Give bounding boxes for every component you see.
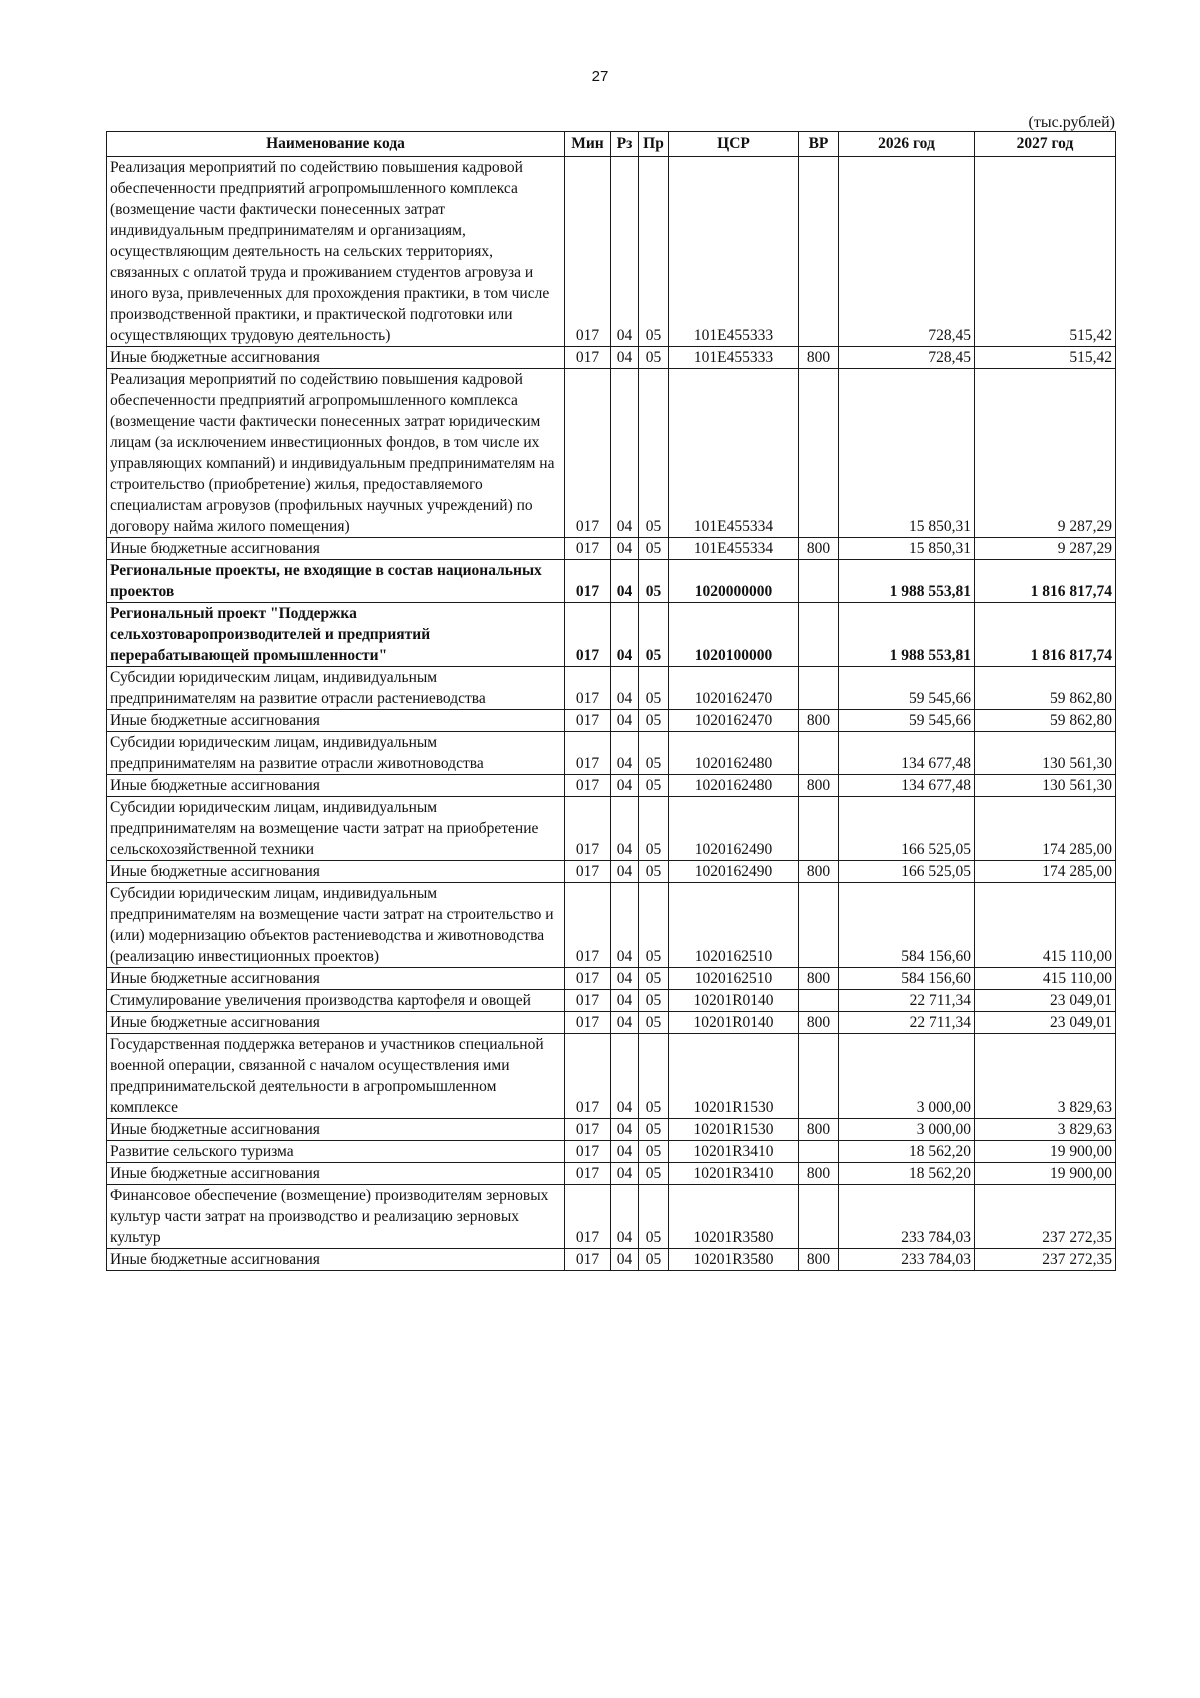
cell-2026: 728,45 [839,347,975,369]
table-row [107,1249,1116,1271]
table-row [107,157,1116,347]
cell-name: Субсидии юридическим лицам, индивидуальным предпринимателям на возмещение части затрат на строительство и (или) модернизацию объектов растениеводства и животноводства (реализацию инвестиционных проектов) [107,883,565,968]
cell-csr: 101Е455333 [669,347,799,369]
cell-2026: 584 156,60 [839,968,975,990]
table-row [107,797,1116,861]
table-row [107,1119,1116,1141]
cell-vr: 800 [799,968,839,990]
table-row [107,968,1116,990]
cell-vr: 800 [799,775,839,797]
cell-vr: 800 [799,538,839,560]
cell-name: Субсидии юридическим лицам, индивидуальным предпринимателям на возмещение части затрат на приобретение сельскохозяйственной техники [107,797,565,861]
cell-rz: 04 [611,157,639,347]
cell-min: 017 [565,538,611,560]
cell-min: 017 [565,1185,611,1249]
cell-pr: 05 [639,538,669,560]
cell-min: 017 [565,861,611,883]
table-row [107,1141,1116,1163]
table-body [107,157,1116,1271]
cell-pr: 05 [639,1249,669,1271]
cell-2026: 134 677,48 [839,732,975,775]
cell-csr: 1020000000 [669,560,799,603]
cell-csr: 1020162510 [669,968,799,990]
cell-name: Иные бюджетные ассигнования [107,968,565,990]
cell-2026: 18 562,20 [839,1141,975,1163]
cell-2026: 1 988 553,81 [839,560,975,603]
cell-2027: 515,42 [975,157,1116,347]
col-header-pr: Пр [639,132,669,157]
cell-vr: 800 [799,861,839,883]
cell-rz: 04 [611,732,639,775]
cell-name: Региональный проект "Поддержка сельхозтоваропроизводителей и предприятий перерабатывающей промышленности" [107,603,565,667]
cell-2027: 59 862,80 [975,667,1116,710]
cell-csr: 1020162470 [669,667,799,710]
cell-name: Субсидии юридическим лицам, индивидуальным предпринимателям на развитие отрасли животноводства [107,732,565,775]
cell-2026: 22 711,34 [839,1012,975,1034]
cell-2027: 3 829,63 [975,1119,1116,1141]
cell-min: 017 [565,732,611,775]
cell-name: Реализация мероприятий по содействию повышения кадровой обеспеченности предприятий агропромышленного комплекса (возмещение части фактически понесенных затрат юридическим лицам (за исключением инвестиционных фондов, в том числе их управляющих компаний) и индивидуальным предпринимателям на строительство (приобретение) жилья, предоставляемого специалистам агровузов (профильных научных учреждений) по договору найма жилого помещения) [107,369,565,538]
cell-2027: 19 900,00 [975,1141,1116,1163]
cell-name: Субсидии юридическим лицам, индивидуальным предпринимателям на развитие отрасли растениеводства [107,667,565,710]
cell-2026: 166 525,05 [839,797,975,861]
cell-rz: 04 [611,1034,639,1119]
cell-2027: 23 049,01 [975,990,1116,1012]
table-row [107,603,1116,667]
table-row [107,369,1116,538]
cell-2027: 19 900,00 [975,1163,1116,1185]
cell-pr: 05 [639,968,669,990]
cell-csr: 10201R3580 [669,1185,799,1249]
cell-min: 017 [565,883,611,968]
cell-2026: 233 784,03 [839,1249,975,1271]
table-row [107,775,1116,797]
cell-pr: 05 [639,1141,669,1163]
table-row [107,861,1116,883]
cell-pr: 05 [639,1163,669,1185]
cell-min: 017 [565,990,611,1012]
cell-rz: 04 [611,1185,639,1249]
cell-2027: 3 829,63 [975,1034,1116,1119]
cell-vr: 800 [799,1249,839,1271]
cell-2027: 9 287,29 [975,538,1116,560]
cell-vr [799,1034,839,1119]
cell-2026: 166 525,05 [839,861,975,883]
cell-csr: 1020162480 [669,775,799,797]
cell-csr: 1020162490 [669,797,799,861]
cell-pr: 05 [639,775,669,797]
table-row [107,667,1116,710]
cell-csr: 1020162470 [669,710,799,732]
cell-2026: 3 000,00 [839,1034,975,1119]
cell-rz: 04 [611,710,639,732]
cell-vr [799,667,839,710]
cell-pr: 05 [639,667,669,710]
cell-min: 017 [565,1119,611,1141]
cell-vr [799,732,839,775]
cell-csr: 10201R3410 [669,1163,799,1185]
table-row [107,1034,1116,1119]
cell-2026: 15 850,31 [839,538,975,560]
cell-name: Иные бюджетные ассигнования [107,1119,565,1141]
cell-rz: 04 [611,861,639,883]
cell-rz: 04 [611,1119,639,1141]
cell-2026: 59 545,66 [839,667,975,710]
cell-pr: 05 [639,1119,669,1141]
cell-rz: 04 [611,1249,639,1271]
cell-min: 017 [565,710,611,732]
cell-csr: 10201R3410 [669,1141,799,1163]
table-row [107,347,1116,369]
cell-2026: 584 156,60 [839,883,975,968]
cell-min: 017 [565,369,611,538]
cell-name: Иные бюджетные ассигнования [107,538,565,560]
cell-2026: 18 562,20 [839,1163,975,1185]
cell-2027: 59 862,80 [975,710,1116,732]
cell-min: 017 [565,1034,611,1119]
cell-vr [799,797,839,861]
cell-pr: 05 [639,1185,669,1249]
cell-name: Иные бюджетные ассигнования [107,1012,565,1034]
cell-vr: 800 [799,710,839,732]
cell-csr: 10201R1530 [669,1034,799,1119]
cell-csr: 10201R3580 [669,1249,799,1271]
cell-pr: 05 [639,883,669,968]
header-row [107,132,1116,157]
cell-name: Иные бюджетные ассигнования [107,861,565,883]
table-row [107,1012,1116,1034]
cell-name: Иные бюджетные ассигнования [107,1163,565,1185]
table-row [107,1163,1116,1185]
cell-2027: 237 272,35 [975,1249,1116,1271]
cell-min: 017 [565,603,611,667]
page-number: 27 [591,68,609,85]
cell-2026: 1 988 553,81 [839,603,975,667]
cell-2027: 9 287,29 [975,369,1116,538]
cell-2027: 130 561,30 [975,775,1116,797]
cell-vr [799,369,839,538]
cell-pr: 05 [639,990,669,1012]
cell-rz: 04 [611,560,639,603]
col-header-name: Наименование кода [107,132,565,157]
cell-vr: 800 [799,347,839,369]
cell-name: Иные бюджетные ассигнования [107,710,565,732]
cell-min: 017 [565,797,611,861]
cell-pr: 05 [639,861,669,883]
cell-vr [799,603,839,667]
cell-2026: 59 545,66 [839,710,975,732]
cell-2026: 22 711,34 [839,990,975,1012]
cell-rz: 04 [611,797,639,861]
col-header-csr: ЦСР [669,132,799,157]
cell-min: 017 [565,667,611,710]
table-row [107,732,1116,775]
cell-csr: 1020162510 [669,883,799,968]
cell-min: 017 [565,1012,611,1034]
cell-2027: 174 285,00 [975,861,1116,883]
cell-2027: 415 110,00 [975,883,1116,968]
cell-csr: 101Е455334 [669,538,799,560]
cell-vr [799,1185,839,1249]
cell-rz: 04 [611,968,639,990]
cell-2027: 23 049,01 [975,1012,1116,1034]
cell-rz: 04 [611,775,639,797]
cell-name: Региональные проекты, не входящие в состав национальных проектов [107,560,565,603]
cell-vr [799,157,839,347]
units-caption: (тыс.рублей) [1028,114,1115,131]
cell-2026: 134 677,48 [839,775,975,797]
cell-rz: 04 [611,603,639,667]
cell-2026: 3 000,00 [839,1119,975,1141]
cell-name: Развитие сельского туризма [107,1141,565,1163]
table-row [107,560,1116,603]
cell-min: 017 [565,560,611,603]
cell-rz: 04 [611,667,639,710]
cell-vr [799,883,839,968]
cell-pr: 05 [639,732,669,775]
cell-min: 017 [565,1249,611,1271]
cell-vr: 800 [799,1163,839,1185]
cell-name: Стимулирование увеличения производства картофеля и овощей [107,990,565,1012]
cell-vr: 800 [799,1119,839,1141]
cell-min: 017 [565,775,611,797]
cell-name: Иные бюджетные ассигнования [107,347,565,369]
cell-pr: 05 [639,710,669,732]
cell-rz: 04 [611,1163,639,1185]
cell-min: 017 [565,1163,611,1185]
cell-2026: 233 784,03 [839,1185,975,1249]
cell-vr [799,990,839,1012]
cell-csr: 1020100000 [669,603,799,667]
cell-name: Реализация мероприятий по содействию повышения кадровой обеспеченности предприятий агропромышленного комплекса (возмещение части фактически понесенных затрат индивидуальным предпринимателям и организациям, осуществляющим деятельность на сельских территориях, связанных с оплатой труда и проживанием студентов агровуза и иного вуза, привлеченных для прохождения практики, в том числе производственной практики, и практической подготовки или осуществляющих трудовую деятельность) [107,157,565,347]
col-header-min: Мин [565,132,611,157]
table-row [107,990,1116,1012]
cell-name: Иные бюджетные ассигнования [107,775,565,797]
cell-2027: 237 272,35 [975,1185,1116,1249]
cell-csr: 1020162490 [669,861,799,883]
cell-vr [799,560,839,603]
cell-min: 017 [565,1141,611,1163]
cell-rz: 04 [611,1012,639,1034]
cell-2027: 1 816 817,74 [975,560,1116,603]
cell-rz: 04 [611,1141,639,1163]
col-header-vr: ВР [799,132,839,157]
cell-pr: 05 [639,157,669,347]
cell-pr: 05 [639,560,669,603]
cell-min: 017 [565,968,611,990]
table-row [107,883,1116,968]
cell-rz: 04 [611,883,639,968]
cell-2027: 1 816 817,74 [975,603,1116,667]
budget-table [106,131,1116,1271]
table-row [107,1185,1116,1249]
cell-csr: 101Е455333 [669,157,799,347]
cell-2027: 174 285,00 [975,797,1116,861]
cell-pr: 05 [639,603,669,667]
cell-name: Государственная поддержка ветеранов и участников специальной военной операции, связанной с началом осуществления ими предпринимательской деятельности в агропромышленном комплексе [107,1034,565,1119]
cell-vr: 800 [799,1012,839,1034]
cell-2027: 515,42 [975,347,1116,369]
cell-rz: 04 [611,538,639,560]
cell-2026: 15 850,31 [839,369,975,538]
cell-pr: 05 [639,369,669,538]
cell-2026: 728,45 [839,157,975,347]
cell-name: Иные бюджетные ассигнования [107,1249,565,1271]
cell-csr: 10201R1530 [669,1119,799,1141]
cell-rz: 04 [611,347,639,369]
cell-min: 017 [565,347,611,369]
cell-pr: 05 [639,1012,669,1034]
cell-pr: 05 [639,1034,669,1119]
cell-name: Финансовое обеспечение (возмещение) производителям зерновых культур части затрат на производство и реализацию зерновых культур [107,1185,565,1249]
col-header-2026: 2026 год [839,132,975,157]
cell-csr: 1020162480 [669,732,799,775]
cell-csr: 101Е455334 [669,369,799,538]
cell-2027: 415 110,00 [975,968,1116,990]
col-header-2027: 2027 год [975,132,1116,157]
cell-pr: 05 [639,347,669,369]
cell-rz: 04 [611,990,639,1012]
cell-vr [799,1141,839,1163]
cell-csr: 10201R0140 [669,990,799,1012]
table-row [107,538,1116,560]
cell-min: 017 [565,157,611,347]
cell-pr: 05 [639,797,669,861]
cell-csr: 10201R0140 [669,1012,799,1034]
cell-rz: 04 [611,369,639,538]
col-header-rz: Рз [611,132,639,157]
table-row [107,710,1116,732]
cell-2027: 130 561,30 [975,732,1116,775]
